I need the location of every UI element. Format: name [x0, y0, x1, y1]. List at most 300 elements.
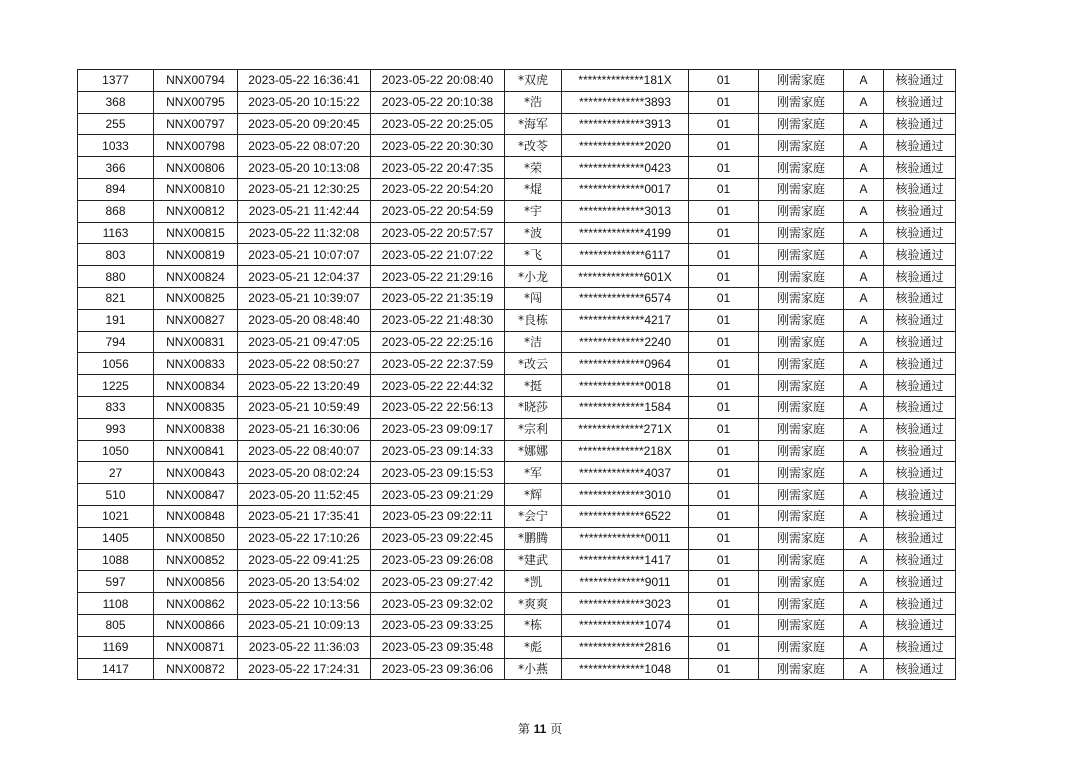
cell-seq: 1056	[78, 353, 154, 375]
cell-id-number: **************0964	[562, 353, 689, 375]
cell-grade: A	[844, 287, 884, 309]
cell-name: *辉	[505, 484, 562, 506]
cell-id-number: **************0423	[562, 157, 689, 179]
cell-id-number: **************0011	[562, 527, 689, 549]
cell-code: NNX00806	[154, 157, 238, 179]
table-row	[78, 244, 956, 266]
cell-category-code: 01	[689, 462, 759, 484]
cell-name: *改苓	[505, 135, 562, 157]
cell-grade: A	[844, 571, 884, 593]
cell-id-number: **************218X	[562, 440, 689, 462]
cell-submit-time: 2023-05-22 20:54:20	[371, 178, 505, 200]
cell-code: NNX00850	[154, 527, 238, 549]
cell-submit-time: 2023-05-22 21:48:30	[371, 309, 505, 331]
table-row	[78, 309, 956, 331]
cell-code: NNX00847	[154, 484, 238, 506]
cell-id-number: **************1048	[562, 658, 689, 680]
cell-grade: A	[844, 91, 884, 113]
cell-register-time: 2023-05-21 10:09:13	[238, 614, 371, 636]
cell-register-time: 2023-05-21 12:04:37	[238, 266, 371, 288]
cell-family-type: 刚需家庭	[759, 418, 844, 440]
cell-submit-time: 2023-05-22 22:56:13	[371, 396, 505, 418]
cell-register-time: 2023-05-20 13:54:02	[238, 571, 371, 593]
cell-register-time: 2023-05-22 10:13:56	[238, 593, 371, 615]
cell-seq: 894	[78, 178, 154, 200]
cell-family-type: 刚需家庭	[759, 440, 844, 462]
cell-seq: 803	[78, 244, 154, 266]
cell-status: 核验通过	[884, 375, 956, 397]
cell-code: NNX00872	[154, 658, 238, 680]
page-prefix: 第	[517, 722, 530, 736]
cell-code: NNX00798	[154, 135, 238, 157]
cell-id-number: **************2240	[562, 331, 689, 353]
cell-category-code: 01	[689, 593, 759, 615]
cell-seq: 1377	[78, 70, 154, 92]
cell-submit-time: 2023-05-23 09:14:33	[371, 440, 505, 462]
cell-register-time: 2023-05-22 09:41:25	[238, 549, 371, 571]
cell-name: *建武	[505, 549, 562, 571]
cell-status: 核验通过	[884, 505, 956, 527]
cell-submit-time: 2023-05-22 20:08:40	[371, 70, 505, 92]
cell-status: 核验通过	[884, 658, 956, 680]
cell-id-number: **************2020	[562, 135, 689, 157]
cell-seq: 1405	[78, 527, 154, 549]
cell-register-time: 2023-05-20 08:48:40	[238, 309, 371, 331]
cell-submit-time: 2023-05-22 20:47:35	[371, 157, 505, 179]
cell-seq: 821	[78, 287, 154, 309]
cell-category-code: 01	[689, 614, 759, 636]
table-row	[78, 135, 956, 157]
cell-register-time: 2023-05-21 10:39:07	[238, 287, 371, 309]
table-row	[78, 658, 956, 680]
cell-register-time: 2023-05-22 08:50:27	[238, 353, 371, 375]
cell-name: *宇	[505, 200, 562, 222]
cell-register-time: 2023-05-20 10:15:22	[238, 91, 371, 113]
cell-family-type: 刚需家庭	[759, 309, 844, 331]
table-row	[78, 484, 956, 506]
cell-status: 核验通过	[884, 484, 956, 506]
cell-family-type: 刚需家庭	[759, 200, 844, 222]
cell-category-code: 01	[689, 658, 759, 680]
cell-code: NNX00824	[154, 266, 238, 288]
table-row	[78, 593, 956, 615]
cell-name: *波	[505, 222, 562, 244]
cell-id-number: **************6574	[562, 287, 689, 309]
cell-status: 核验通过	[884, 549, 956, 571]
table-row	[78, 157, 956, 179]
cell-seq: 1033	[78, 135, 154, 157]
cell-submit-time: 2023-05-23 09:22:11	[371, 505, 505, 527]
cell-family-type: 刚需家庭	[759, 178, 844, 200]
cell-grade: A	[844, 440, 884, 462]
cell-code: NNX00843	[154, 462, 238, 484]
cell-status: 核验通过	[884, 614, 956, 636]
cell-status: 核验通过	[884, 353, 956, 375]
cell-category-code: 01	[689, 418, 759, 440]
cell-submit-time: 2023-05-23 09:26:08	[371, 549, 505, 571]
cell-family-type: 刚需家庭	[759, 70, 844, 92]
cell-seq: 993	[78, 418, 154, 440]
cell-register-time: 2023-05-21 16:30:06	[238, 418, 371, 440]
cell-category-code: 01	[689, 70, 759, 92]
cell-id-number: **************1074	[562, 614, 689, 636]
cell-family-type: 刚需家庭	[759, 331, 844, 353]
cell-grade: A	[844, 418, 884, 440]
cell-category-code: 01	[689, 505, 759, 527]
cell-code: NNX00862	[154, 593, 238, 615]
cell-submit-time: 2023-05-22 22:37:59	[371, 353, 505, 375]
cell-seq: 1417	[78, 658, 154, 680]
cell-name: *栋	[505, 614, 562, 636]
cell-submit-time: 2023-05-22 21:35:19	[371, 287, 505, 309]
cell-code: NNX00797	[154, 113, 238, 135]
cell-seq: 1163	[78, 222, 154, 244]
cell-category-code: 01	[689, 331, 759, 353]
cell-submit-time: 2023-05-22 20:57:57	[371, 222, 505, 244]
cell-submit-time: 2023-05-23 09:27:42	[371, 571, 505, 593]
cell-name: *小龙	[505, 266, 562, 288]
cell-category-code: 01	[689, 135, 759, 157]
cell-submit-time: 2023-05-23 09:33:25	[371, 614, 505, 636]
cell-id-number: **************181X	[562, 70, 689, 92]
cell-id-number: **************3023	[562, 593, 689, 615]
cell-submit-time: 2023-05-22 22:44:32	[371, 375, 505, 397]
cell-seq: 1169	[78, 636, 154, 658]
table-row	[78, 505, 956, 527]
cell-name: *洁	[505, 331, 562, 353]
cell-category-code: 01	[689, 222, 759, 244]
table-row	[78, 636, 956, 658]
cell-name: *飞	[505, 244, 562, 266]
cell-seq: 1021	[78, 505, 154, 527]
cell-status: 核验通过	[884, 135, 956, 157]
cell-family-type: 刚需家庭	[759, 287, 844, 309]
cell-family-type: 刚需家庭	[759, 353, 844, 375]
cell-register-time: 2023-05-22 13:20:49	[238, 375, 371, 397]
cell-submit-time: 2023-05-22 20:30:30	[371, 135, 505, 157]
cell-seq: 1225	[78, 375, 154, 397]
cell-grade: A	[844, 266, 884, 288]
cell-grade: A	[844, 70, 884, 92]
cell-register-time: 2023-05-22 17:10:26	[238, 527, 371, 549]
cell-id-number: **************601X	[562, 266, 689, 288]
cell-family-type: 刚需家庭	[759, 658, 844, 680]
cell-id-number: **************0017	[562, 178, 689, 200]
cell-register-time: 2023-05-22 16:36:41	[238, 70, 371, 92]
cell-family-type: 刚需家庭	[759, 91, 844, 113]
cell-grade: A	[844, 636, 884, 658]
cell-name: *娜娜	[505, 440, 562, 462]
cell-submit-time: 2023-05-22 21:29:16	[371, 266, 505, 288]
cell-code: NNX00812	[154, 200, 238, 222]
cell-status: 核验通过	[884, 462, 956, 484]
cell-category-code: 01	[689, 113, 759, 135]
cell-grade: A	[844, 200, 884, 222]
cell-code: NNX00834	[154, 375, 238, 397]
cell-id-number: **************3010	[562, 484, 689, 506]
cell-grade: A	[844, 157, 884, 179]
cell-seq: 833	[78, 396, 154, 418]
cell-id-number: **************9011	[562, 571, 689, 593]
cell-category-code: 01	[689, 353, 759, 375]
cell-status: 核验通过	[884, 331, 956, 353]
cell-id-number: **************6117	[562, 244, 689, 266]
table-row	[78, 331, 956, 353]
table-row	[78, 549, 956, 571]
cell-status: 核验通过	[884, 157, 956, 179]
cell-register-time: 2023-05-22 08:40:07	[238, 440, 371, 462]
cell-code: NNX00848	[154, 505, 238, 527]
cell-seq: 255	[78, 113, 154, 135]
table-row	[78, 462, 956, 484]
cell-name: *浩	[505, 91, 562, 113]
cell-status: 核验通过	[884, 309, 956, 331]
cell-register-time: 2023-05-21 11:42:44	[238, 200, 371, 222]
cell-grade: A	[844, 505, 884, 527]
cell-code: NNX00833	[154, 353, 238, 375]
cell-status: 核验通过	[884, 527, 956, 549]
table-row	[78, 527, 956, 549]
cell-category-code: 01	[689, 440, 759, 462]
cell-id-number: **************3893	[562, 91, 689, 113]
cell-submit-time: 2023-05-23 09:21:29	[371, 484, 505, 506]
cell-seq: 597	[78, 571, 154, 593]
cell-category-code: 01	[689, 200, 759, 222]
cell-register-time: 2023-05-22 11:36:03	[238, 636, 371, 658]
cell-code: NNX00827	[154, 309, 238, 331]
cell-name: *闯	[505, 287, 562, 309]
cell-seq: 805	[78, 614, 154, 636]
cell-code: NNX00815	[154, 222, 238, 244]
cell-code: NNX00819	[154, 244, 238, 266]
cell-submit-time: 2023-05-23 09:32:02	[371, 593, 505, 615]
cell-grade: A	[844, 222, 884, 244]
cell-seq: 1108	[78, 593, 154, 615]
cell-status: 核验通过	[884, 396, 956, 418]
cell-register-time: 2023-05-20 10:13:08	[238, 157, 371, 179]
cell-category-code: 01	[689, 287, 759, 309]
table-row	[78, 70, 956, 92]
cell-status: 核验通过	[884, 418, 956, 440]
cell-status: 核验通过	[884, 593, 956, 615]
cell-status: 核验通过	[884, 178, 956, 200]
cell-category-code: 01	[689, 157, 759, 179]
cell-category-code: 01	[689, 375, 759, 397]
cell-register-time: 2023-05-21 12:30:25	[238, 178, 371, 200]
cell-grade: A	[844, 593, 884, 615]
cell-id-number: **************271X	[562, 418, 689, 440]
cell-id-number: **************2816	[562, 636, 689, 658]
table-row	[78, 571, 956, 593]
cell-submit-time: 2023-05-23 09:09:17	[371, 418, 505, 440]
cell-family-type: 刚需家庭	[759, 135, 844, 157]
cell-status: 核验通过	[884, 70, 956, 92]
cell-family-type: 刚需家庭	[759, 222, 844, 244]
cell-name: *荣	[505, 157, 562, 179]
cell-grade: A	[844, 549, 884, 571]
table-row	[78, 614, 956, 636]
cell-grade: A	[844, 135, 884, 157]
cell-status: 核验通过	[884, 636, 956, 658]
cell-status: 核验通过	[884, 440, 956, 462]
cell-category-code: 01	[689, 527, 759, 549]
cell-name: *爽爽	[505, 593, 562, 615]
cell-submit-time: 2023-05-23 09:36:06	[371, 658, 505, 680]
cell-submit-time: 2023-05-22 20:54:59	[371, 200, 505, 222]
cell-name: *晓莎	[505, 396, 562, 418]
cell-grade: A	[844, 244, 884, 266]
registration-table	[77, 69, 956, 680]
table-row	[78, 178, 956, 200]
cell-id-number: **************1417	[562, 549, 689, 571]
cell-name: *海军	[505, 113, 562, 135]
cell-status: 核验通过	[884, 244, 956, 266]
cell-submit-time: 2023-05-23 09:22:45	[371, 527, 505, 549]
cell-name: *挺	[505, 375, 562, 397]
cell-grade: A	[844, 178, 884, 200]
cell-family-type: 刚需家庭	[759, 505, 844, 527]
cell-status: 核验通过	[884, 266, 956, 288]
cell-code: NNX00871	[154, 636, 238, 658]
cell-id-number: **************0018	[562, 375, 689, 397]
cell-submit-time: 2023-05-22 20:10:38	[371, 91, 505, 113]
cell-name: *改云	[505, 353, 562, 375]
cell-submit-time: 2023-05-23 09:15:53	[371, 462, 505, 484]
cell-category-code: 01	[689, 396, 759, 418]
table-body	[78, 70, 956, 680]
cell-register-time: 2023-05-21 10:59:49	[238, 396, 371, 418]
table-row	[78, 266, 956, 288]
table-row	[78, 418, 956, 440]
page-footer	[0, 720, 1080, 737]
cell-name: *焜	[505, 178, 562, 200]
cell-seq: 868	[78, 200, 154, 222]
cell-seq: 368	[78, 91, 154, 113]
cell-category-code: 01	[689, 266, 759, 288]
cell-grade: A	[844, 527, 884, 549]
cell-name: *小燕	[505, 658, 562, 680]
cell-family-type: 刚需家庭	[759, 244, 844, 266]
cell-category-code: 01	[689, 571, 759, 593]
table-row	[78, 375, 956, 397]
cell-seq: 27	[78, 462, 154, 484]
cell-category-code: 01	[689, 484, 759, 506]
cell-code: NNX00794	[154, 70, 238, 92]
page-number: 11	[533, 722, 547, 736]
cell-category-code: 01	[689, 244, 759, 266]
cell-grade: A	[844, 614, 884, 636]
cell-code: NNX00795	[154, 91, 238, 113]
cell-id-number: **************4037	[562, 462, 689, 484]
cell-seq: 794	[78, 331, 154, 353]
cell-status: 核验通过	[884, 287, 956, 309]
table-row	[78, 200, 956, 222]
cell-grade: A	[844, 113, 884, 135]
cell-code: NNX00838	[154, 418, 238, 440]
cell-category-code: 01	[689, 178, 759, 200]
cell-name: *宗利	[505, 418, 562, 440]
cell-family-type: 刚需家庭	[759, 593, 844, 615]
cell-register-time: 2023-05-21 09:47:05	[238, 331, 371, 353]
cell-status: 核验通过	[884, 571, 956, 593]
cell-grade: A	[844, 658, 884, 680]
cell-id-number: **************3913	[562, 113, 689, 135]
cell-register-time: 2023-05-20 08:02:24	[238, 462, 371, 484]
cell-id-number: **************6522	[562, 505, 689, 527]
cell-family-type: 刚需家庭	[759, 571, 844, 593]
cell-id-number: **************3013	[562, 200, 689, 222]
cell-name: *良栋	[505, 309, 562, 331]
cell-register-time: 2023-05-22 17:24:31	[238, 658, 371, 680]
cell-family-type: 刚需家庭	[759, 375, 844, 397]
cell-register-time: 2023-05-22 08:07:20	[238, 135, 371, 157]
cell-code: NNX00866	[154, 614, 238, 636]
table-row	[78, 91, 956, 113]
cell-category-code: 01	[689, 636, 759, 658]
cell-grade: A	[844, 353, 884, 375]
cell-grade: A	[844, 309, 884, 331]
cell-seq: 880	[78, 266, 154, 288]
cell-seq: 366	[78, 157, 154, 179]
cell-status: 核验通过	[884, 222, 956, 244]
cell-id-number: **************1584	[562, 396, 689, 418]
cell-status: 核验通过	[884, 113, 956, 135]
cell-code: NNX00810	[154, 178, 238, 200]
cell-category-code: 01	[689, 549, 759, 571]
cell-code: NNX00835	[154, 396, 238, 418]
cell-code: NNX00852	[154, 549, 238, 571]
cell-name: *彪	[505, 636, 562, 658]
cell-status: 核验通过	[884, 91, 956, 113]
cell-family-type: 刚需家庭	[759, 266, 844, 288]
table-row	[78, 222, 956, 244]
cell-grade: A	[844, 331, 884, 353]
cell-code: NNX00841	[154, 440, 238, 462]
cell-id-number: **************4199	[562, 222, 689, 244]
cell-seq: 1088	[78, 549, 154, 571]
cell-grade: A	[844, 375, 884, 397]
cell-status: 核验通过	[884, 200, 956, 222]
cell-register-time: 2023-05-20 09:20:45	[238, 113, 371, 135]
table-row	[78, 353, 956, 375]
cell-seq: 1050	[78, 440, 154, 462]
cell-grade: A	[844, 396, 884, 418]
cell-name: *凯	[505, 571, 562, 593]
table-row	[78, 113, 956, 135]
cell-category-code: 01	[689, 91, 759, 113]
cell-name: *双虎	[505, 70, 562, 92]
cell-family-type: 刚需家庭	[759, 549, 844, 571]
cell-seq: 510	[78, 484, 154, 506]
cell-family-type: 刚需家庭	[759, 157, 844, 179]
cell-family-type: 刚需家庭	[759, 527, 844, 549]
table-row	[78, 440, 956, 462]
cell-name: *会宁	[505, 505, 562, 527]
cell-code: NNX00825	[154, 287, 238, 309]
cell-family-type: 刚需家庭	[759, 113, 844, 135]
table-row	[78, 287, 956, 309]
cell-register-time: 2023-05-21 17:35:41	[238, 505, 371, 527]
cell-seq: 191	[78, 309, 154, 331]
cell-category-code: 01	[689, 309, 759, 331]
cell-id-number: **************4217	[562, 309, 689, 331]
cell-code: NNX00831	[154, 331, 238, 353]
page-suffix: 页	[550, 722, 563, 736]
cell-grade: A	[844, 462, 884, 484]
cell-name: *军	[505, 462, 562, 484]
cell-register-time: 2023-05-21 10:07:07	[238, 244, 371, 266]
cell-submit-time: 2023-05-22 20:25:05	[371, 113, 505, 135]
